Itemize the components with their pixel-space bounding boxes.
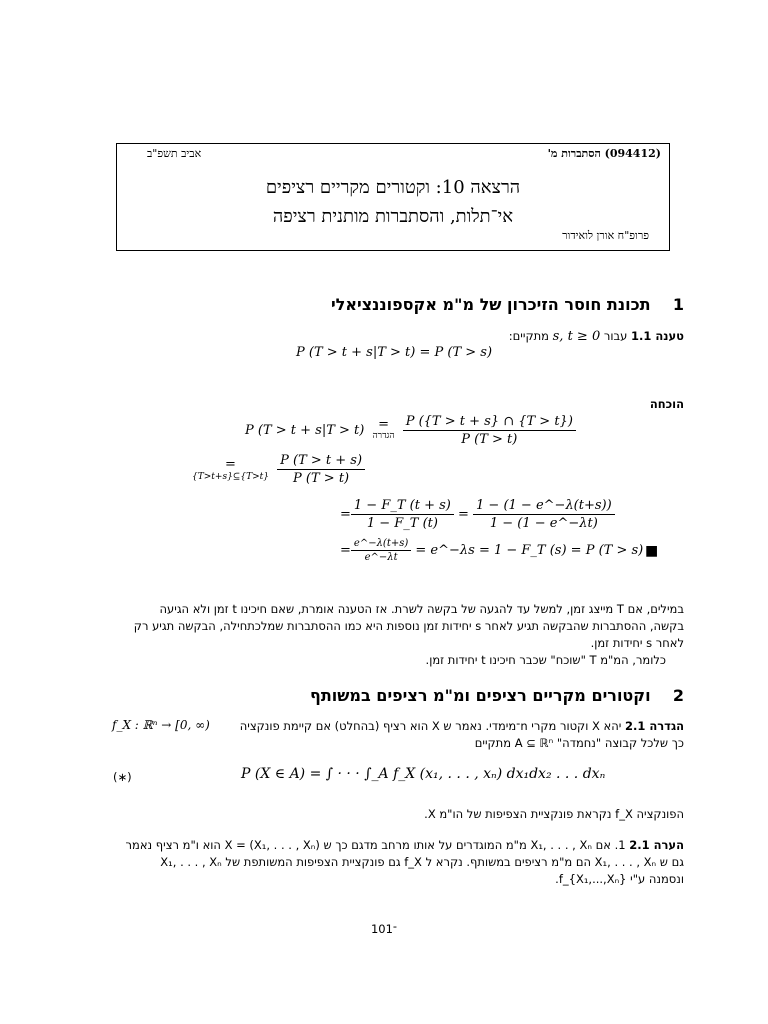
remark-label: הערה 2.1	[629, 838, 684, 852]
remark-line-3: ונסמנה ע"י f_{X₁,...,Xₙ}.	[555, 872, 684, 886]
claim-text-b: מתקיים:	[508, 329, 549, 343]
fraction-step-4-den: e^−λt	[364, 552, 398, 563]
eq-by-subset: = {T>t+s}⊆{T>t}	[188, 458, 273, 482]
interpretation-paragraph	[84, 601, 684, 669]
fraction-step-3a	[351, 498, 454, 531]
lecture-subtitle: אי־תלות, והסתברות מותנית רציפה	[272, 206, 514, 227]
section-1-title: תכונת חוסר הזיכרון של מ"מ אקספוננציאלי	[330, 295, 651, 314]
proof-step-1	[245, 414, 576, 447]
lecture-header-box	[116, 143, 670, 251]
proof-step-3: = $\frac{1 - F\_T (t + s)}{1 - F\_T (t)}$ = $\frac{1 - (1 - e\^{}-\lambda(t+s))}{1 - (1 - e\^{}-\lambda t)}$	[340, 498, 615, 531]
definition-line-1: יהא X וקטור מקרי n־מימדי. נאמר ש X הוא רציף (בהחלט) אם קיימת פונקציה	[239, 719, 622, 733]
remark-2-1	[114, 837, 684, 888]
claim-formula: P (T > t + s|T > t) = P (T > s)	[296, 345, 493, 360]
claim-text-a: עבור	[603, 329, 628, 343]
definition-label: הגדרה 2.1	[624, 719, 684, 733]
semester: אביב תשפ"ב	[147, 147, 202, 160]
eq-by-definition: = הגדרה	[372, 417, 395, 441]
fraction-step-3a-num: 1 − F_T (t + s)	[351, 498, 454, 515]
remark-line-1: 1. אם X₁, . . . , Xₙ מ"מ המוגדרים על אותו מרחב מדגם כך ש X = (X₁, . . . , Xₙ) הוא ו"מ רציף נאמר	[125, 838, 626, 852]
fraction-step-1-num: P ({T > t + s} ∩ {T > t})	[403, 414, 576, 431]
proof-step-4-rest: = e^−λs = 1 − F_T (s) = P (T > s)	[415, 543, 644, 558]
section-2-heading	[310, 686, 684, 705]
fraction-step-2-num: P (T > t + s)	[277, 453, 365, 470]
para-line-1: במילים, אם T מייצג זמן, למשל עד להגעה של בקשה לשרת. אז הטענה אומרת, שאם חיכינו t זמן ולא הגיעה	[159, 602, 684, 616]
course-name: (094412) הסתברות מ'	[547, 147, 661, 160]
proof-label: הוכחה	[649, 397, 684, 411]
density-function-note: הפונקציה f_X נקראת פונקציית הצפיפות של הו"מ X.	[424, 807, 684, 821]
para-line-2: בקשה, ההסתברות שהבקשה תגיע לאחר s יחידות זמן נוספות היא כמו ההסתברות שמלכתחילה, הבקשה תגיע רק	[133, 619, 684, 633]
fraction-step-2	[277, 453, 365, 486]
equation-tag: (∗)	[113, 770, 132, 784]
qed-square-icon: ■	[645, 543, 659, 559]
proof-step-4: = $\frac{e\^{}-\lambda(t+s)}{e\^{}-\lambda t}$ = e^−λs = 1 − F_T (s) = P (T > s)	[340, 538, 644, 563]
fraction-step-4-num: e^−λ(t+s)	[351, 538, 411, 551]
para-line-4: כלומר, המ"מ T "שוכח" שכבר חיכינו t יחידות זמן.	[425, 653, 666, 667]
eq-note-definition: הגדרה	[372, 431, 395, 441]
section-1-heading	[331, 295, 684, 314]
density-function-signature: f_X : ℝⁿ → [0, ∞)	[112, 718, 210, 732]
remark-line-2: גם ש X₁, . . . , Xₙ הם מ"מ רציפים במשותף. נקרא ל f_X גם פונקציית הצפיפות המשותפת של X₁, . . . , Xₙ	[160, 855, 684, 869]
para-line-3: לאחר s יחידות זמן.	[590, 636, 684, 650]
eq-note-subset: {T>t+s}⊆{T>t}	[192, 471, 269, 482]
fraction-step-1	[403, 414, 576, 447]
fraction-step-4	[351, 538, 411, 563]
proof-lhs: P (T > t + s|T > t)	[245, 423, 365, 438]
section-2-number: 2	[672, 686, 684, 705]
fraction-step-3a-den: 1 − F_T (t)	[366, 516, 438, 531]
definition-line-2: כך שלכל קבוצה "נחמדה" A ⊆ ℝⁿ מתקיים	[474, 736, 684, 750]
fraction-step-3b-num: 1 − (1 − e^−λ(t+s))	[473, 498, 615, 515]
section-1-number: 1	[672, 295, 684, 314]
proof-step-2	[188, 453, 365, 486]
page-number: 10־1	[370, 922, 398, 936]
fraction-step-2-den: P (T > t)	[293, 471, 350, 486]
claim-condition: s, t ≥ 0	[552, 329, 601, 344]
claim-1-1	[509, 328, 684, 345]
lecture-title: הרצאה 10: וקטורים מקריים רציפים	[265, 177, 521, 198]
lecturer-name: פרופ"ח אורן לואידור	[562, 229, 649, 242]
claim-label: טענה 1.1	[631, 329, 684, 343]
section-2-title: וקטורים מקריים רציפים ומ"מ רציפים במשותף	[310, 686, 651, 705]
fraction-step-3b-den: 1 − (1 − e^−λt)	[489, 516, 598, 531]
fraction-step-1-den: P (T > t)	[461, 432, 518, 447]
fraction-step-3b	[473, 498, 615, 531]
definition-formula: P (X ∈ A) = ∫ · · · ∫_A f_X (x₁, . . . , xₙ) dx₁dx₂ . . . dxₙ	[241, 766, 606, 782]
